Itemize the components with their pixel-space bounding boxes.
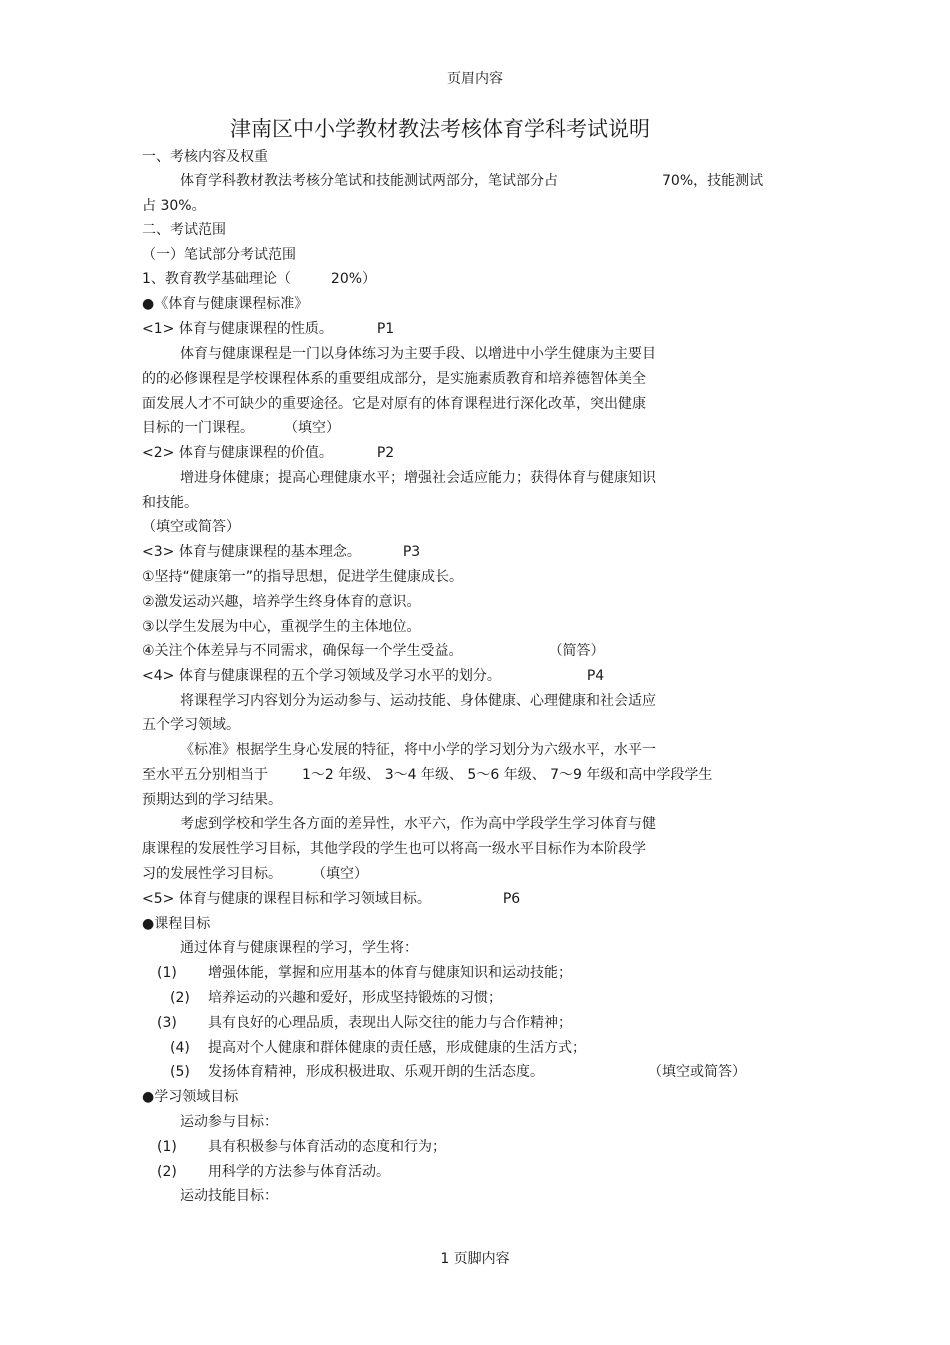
list-item: ②激发运动兴趣，培养学生终身体育的意识。 (142, 594, 421, 610)
heading-percent: 20%） (330, 271, 377, 287)
paragraph-line: 康课程的发展性学习目标，其他学段的学生也可以将高一级水平目标作为本阶段学 (142, 841, 646, 857)
question-type-note: （填空） (312, 866, 368, 882)
page-ref: P4 (586, 668, 605, 684)
list-item-text: 发扬体育精神，形成积极进取、乐观开朗的生活态度。 (208, 1064, 544, 1080)
question-text: <5> 体育与健康的课程目标和学习领域目标。 (142, 891, 431, 907)
paragraph-line: 面发展人才不可缺少的重要途径。它是对原有的体育课程进行深化改革，突出健康 (142, 396, 646, 412)
paragraph-line: 预期达到的学习结果。 (142, 792, 282, 808)
page-header: 页眉内容 (447, 71, 503, 87)
list-item-number: (4) (170, 1040, 190, 1056)
subsection-heading (142, 270, 376, 288)
paragraph-line (142, 419, 340, 437)
list-item-number: (5) (170, 1064, 190, 1080)
list-item-text: 提高对个人健康和群体健康的责任感，形成健康的生活方式； (208, 1040, 586, 1056)
list-item-text: 具有良好的心理品质，表现出人际交往的能力与合作精神； (208, 1015, 572, 1031)
paragraph-text: 70%，技能测试 (662, 173, 764, 189)
list-item-number: (3) (157, 1015, 177, 1031)
paragraph-line: 五个学习领域。 (142, 717, 240, 733)
paragraph-text: 习的发展性学习目标。 (142, 866, 282, 882)
paragraph-line: 运动参与目标： (180, 1114, 278, 1130)
paragraph-line: 增进身体健康；提高心理健康水平；增强社会适应能力；获得体育与健康知识 (180, 470, 656, 486)
list-item: ①坚持“健康第一”的指导思想，促进学生健康成长。 (142, 569, 464, 585)
paragraph-text: 目标的一门课程。 (142, 420, 254, 436)
subsection-heading: （一）笔试部分考试范围 (142, 247, 296, 263)
section-heading: 一、考核内容及权重 (142, 149, 268, 165)
list-item-text: ④关注个体差异与不同需求，确保每一个学生受益。 (142, 643, 463, 659)
list-item (142, 642, 605, 660)
question-text: <1> 体育与健康课程的性质。 (142, 321, 333, 337)
paragraph-text: 体育学科教材教法考核分笔试和技能测试两部分，笔试部分占 (180, 173, 558, 189)
paragraph-line: 体育与健康课程是一门以身体练习为主要手段、以增进中小学生健康为主要目 (180, 346, 656, 362)
list-item-text: 增强体能，掌握和应用基本的体育与健康知识和运动技能； (208, 965, 572, 981)
list-item-text: 培养运动的兴趣和爱好，形成坚持锻炼的习惯； (208, 990, 502, 1006)
page-footer: 1 页脚内容 (440, 1251, 510, 1267)
document-title: 津南区中小学教材教法考核体育学科考试说明 (230, 117, 650, 141)
section-heading: 二、考试范围 (142, 222, 226, 238)
question-heading (142, 444, 394, 462)
bullet-heading: ●学习领域目标 (142, 1089, 239, 1105)
list-item-number: (1) (157, 1139, 177, 1155)
paragraph-line (180, 172, 763, 190)
question-heading (142, 320, 394, 338)
question-heading (142, 890, 520, 908)
question-text: <2> 体育与健康课程的价值。 (142, 445, 333, 461)
bullet-heading: ●《体育与健康课程标准》 (142, 296, 309, 312)
question-type-note: （简答） (548, 643, 605, 659)
question-type-note: （填空或简答） (648, 1064, 746, 1080)
paragraph-text: 1～2 年级、 3～4 年级、 5～6 年级、 7～9 年级和高中学段学生 (302, 767, 713, 783)
bullet-heading: ●课程目标 (142, 916, 211, 932)
paragraph-text: 至水平五分别相当于 (142, 767, 268, 783)
list-item-number: (1) (157, 965, 177, 981)
list-item-number: (2) (157, 1164, 177, 1180)
page-ref: P2 (376, 445, 395, 461)
question-heading (142, 543, 420, 561)
heading-text: 1、教育教学基础理论（ (142, 271, 291, 287)
paragraph-line: 将课程学习内容划分为运动参与、运动技能、身体健康、心理健康和社会适应 (180, 693, 656, 709)
list-item-number: (2) (170, 990, 190, 1006)
paragraph-line: 和技能。 (142, 495, 198, 511)
page-ref: P6 (502, 891, 521, 907)
question-text: <4> 体育与健康课程的五个学习领域及学习水平的划分。 (142, 668, 501, 684)
paragraph-line (142, 766, 712, 784)
question-heading (142, 667, 604, 685)
question-type-note: （填空或简答） (142, 519, 240, 535)
paragraph-line: 《标准》根据学生身心发展的特征，将中小学的学习划分为六级水平，水平一 (180, 742, 656, 758)
paragraph-line: 占 30%。 (142, 198, 206, 214)
page-ref: P1 (376, 321, 395, 337)
paragraph-line: 的的必修课程是学校课程体系的重要组成部分，是实施素质教育和培养德智体美全 (142, 371, 646, 387)
paragraph-line: 考虑到学校和学生各方面的差异性，水平六，作为高中学段学生学习体育与健 (180, 816, 656, 832)
list-item-text: 具有积极参与体育活动的态度和行为； (208, 1139, 446, 1155)
list-item-text: 用科学的方法参与体育活动。 (208, 1164, 390, 1180)
question-type-note: （填空） (284, 420, 340, 436)
page-ref: P3 (402, 544, 421, 560)
question-text: <3> 体育与健康课程的基本理念。 (142, 544, 361, 560)
list-item: ③以学生发展为中心，重视学生的主体地位。 (142, 619, 421, 635)
paragraph-line (142, 865, 368, 883)
paragraph-line: 运动技能目标： (180, 1188, 278, 1204)
paragraph-line: 通过体育与健康课程的学习，学生将： (180, 940, 418, 956)
